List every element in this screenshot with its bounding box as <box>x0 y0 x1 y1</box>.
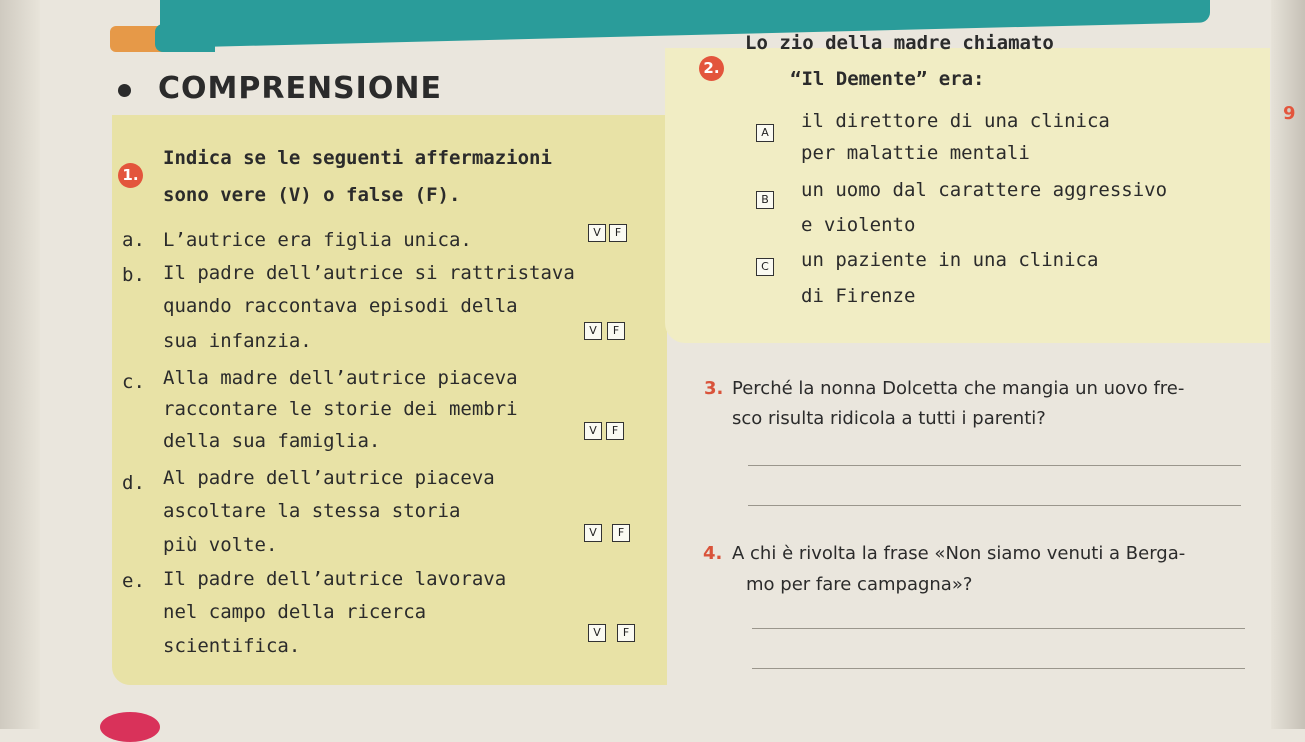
pink-decoration <box>100 712 160 742</box>
item-d-false-box[interactable]: F <box>612 524 630 542</box>
q2-option-b-line-2: e violento <box>801 214 916 236</box>
item-a-letter: a. <box>122 229 145 251</box>
item-a-line-1: L’autrice era figlia unica. <box>163 229 472 251</box>
q4-line-1: A chi è rivolta la frase «Non siamo venuti a Berga- <box>732 543 1186 564</box>
section-title: COMPRENSIONE <box>158 71 442 106</box>
q2-number: 2. <box>699 56 724 81</box>
q4-answer-line-2[interactable] <box>752 668 1245 669</box>
item-e-letter: e. <box>122 570 145 592</box>
q1-prompt-line-1: Indica se le seguenti affermazioni <box>163 147 552 169</box>
item-d-letter: d. <box>122 472 145 494</box>
item-d-line-3: più volte. <box>163 534 278 556</box>
q1-prompt-line-2: sono vere (V) o false (F). <box>163 184 461 206</box>
q2-option-c-line-2: di Firenze <box>801 285 916 307</box>
q1-number: 1. <box>118 163 143 188</box>
item-e-true-box[interactable]: V <box>588 624 606 642</box>
edge-mark: 9 <box>1283 103 1296 124</box>
item-b-true-box[interactable]: V <box>584 322 602 340</box>
q4-line-2: mo per fare campagna»? <box>746 574 973 595</box>
q4-number: 4. <box>703 543 723 564</box>
item-b-line-2: quando raccontava episodi della <box>163 295 518 317</box>
q2-prompt-line-1: Lo zio della madre chiamato <box>745 32 1054 54</box>
item-a-true-box[interactable]: V <box>588 224 606 242</box>
item-d-true-box[interactable]: V <box>584 524 602 542</box>
q2-option-a-line-2: per malattie mentali <box>801 142 1030 164</box>
teal-tab <box>155 24 215 52</box>
q3-answer-line-2[interactable] <box>748 505 1241 506</box>
item-c-letter: c. <box>122 371 145 393</box>
q4-answer-line-1[interactable] <box>752 628 1245 629</box>
item-c-true-box[interactable]: V <box>584 422 602 440</box>
q2-option-b-line-1: un uomo dal carattere aggressivo <box>801 179 1168 201</box>
item-e-line-1: Il padre dell’autrice lavorava <box>163 568 507 590</box>
item-a-false-box[interactable]: F <box>609 224 627 242</box>
item-c-line-1: Alla madre dell’autrice piaceva <box>163 367 518 389</box>
q2-prompt-line-2: “Il Demente” era: <box>790 68 985 90</box>
item-d-line-2: ascoltare la stessa storia <box>163 500 461 522</box>
item-e-line-2: nel campo della ricerca <box>163 601 427 623</box>
item-b-line-1: Il padre dell’autrice si rattristava <box>163 262 575 284</box>
item-e-false-box[interactable]: F <box>617 624 635 642</box>
item-e-line-3: scientifica. <box>163 635 301 657</box>
q2-option-c-line-1: un paziente in una clinica <box>801 249 1099 271</box>
q2-option-c-box[interactable]: C <box>756 258 774 276</box>
q3-line-2: sco risulta ridicola a tutti i parenti? <box>732 408 1046 429</box>
section-bullet <box>118 84 131 97</box>
q3-line-1: Perché la nonna Dolcetta che mangia un uovo fre- <box>732 378 1185 399</box>
page-edge-left <box>0 0 40 729</box>
q2-option-a-line-1: il direttore di una clinica <box>801 110 1110 132</box>
item-c-line-3: della sua famiglia. <box>163 430 381 452</box>
item-c-line-2: raccontare le storie dei membri <box>163 398 518 420</box>
item-b-false-box[interactable]: F <box>607 322 625 340</box>
q2-option-b-box[interactable]: B <box>756 191 774 209</box>
item-c-false-box[interactable]: F <box>606 422 624 440</box>
q3-answer-line-1[interactable] <box>748 465 1241 466</box>
item-b-line-3: sua infanzia. <box>163 330 312 352</box>
item-d-line-1: Al padre dell’autrice piaceva <box>163 467 495 489</box>
item-b-letter: b. <box>122 264 145 286</box>
q2-option-a-box[interactable]: A <box>756 124 774 142</box>
q3-number: 3. <box>704 378 724 399</box>
